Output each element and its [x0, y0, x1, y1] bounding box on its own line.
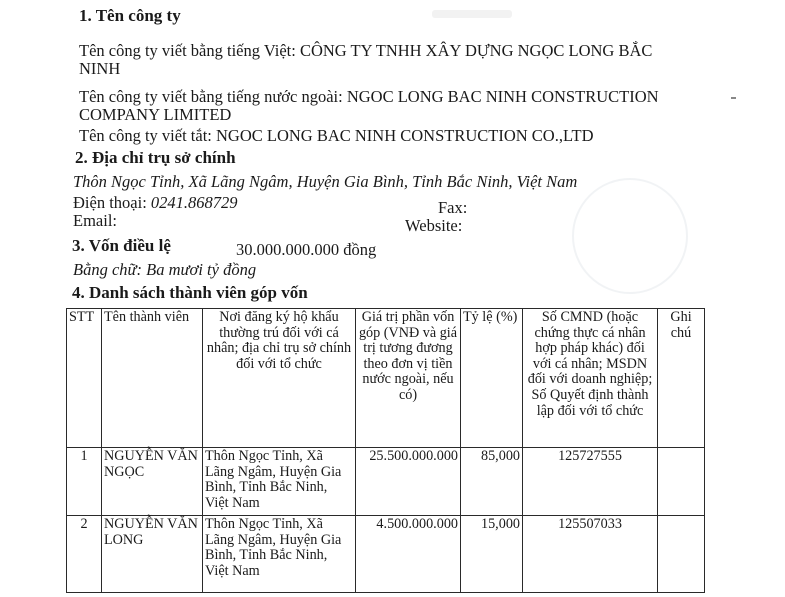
- cell-ratio: 15,000: [461, 516, 523, 593]
- fax-label: Fax:: [438, 198, 468, 217]
- email-label: Email:: [73, 211, 117, 230]
- section-2-heading: 2. Địa chỉ trụ sở chính: [75, 148, 236, 167]
- cell-member-name: NGUYỄN VĂN NGỌC: [102, 448, 203, 516]
- faint-header-mark: [432, 10, 512, 18]
- phone-label: Điện thoại:: [73, 193, 147, 212]
- col-header-member-name: Tên thành viên: [102, 309, 203, 448]
- cell-id-number: 125727555: [523, 448, 658, 516]
- company-name-foreign-line2: COMPANY LIMITED: [79, 105, 232, 124]
- stray-mark: [731, 97, 736, 99]
- company-short-name: Tên công ty viết tắt: NGOC LONG BAC NINH CONSTRUCTION CO.,LTD: [79, 126, 594, 145]
- cell-stt: 1: [67, 448, 102, 516]
- col-header-ratio: Tỷ lệ (%): [461, 309, 523, 448]
- company-name-foreign-line1: Tên công ty viết bằng tiếng nước ngoài: NGOC LONG BAC NINH CONSTRUCTION: [79, 87, 659, 106]
- col-header-id-number: Số CMND (hoặc chứng thực cá nhân hợp pháp khác) đối với cá nhân; MSDN đối với doanh nghiệp; Số Quyết định thành lập đối với tổ chức: [523, 309, 658, 448]
- cell-address: Thôn Ngọc Tỉnh, Xã Lãng Ngâm, Huyện Gia Bình, Tỉnh Bắc Ninh, Việt Nam: [203, 516, 356, 593]
- cell-capital: 25.500.000.000: [356, 448, 461, 516]
- cell-id-number: 125507033: [523, 516, 658, 593]
- col-header-capital-value: Giá trị phần vốn góp (VNĐ và giá trị tương đương theo đơn vị tiền nước ngoài, nếu có): [356, 309, 461, 448]
- cell-ratio: 85,000: [461, 448, 523, 516]
- cell-member-name: NGUYỄN VĂN LONG: [102, 516, 203, 593]
- charter-capital-amount: 30.000.000.000 đồng: [236, 240, 377, 259]
- table-row: [67, 516, 705, 593]
- section-4-heading: 4. Danh sách thành viên góp vốn: [72, 283, 308, 302]
- head-office-address: Thôn Ngọc Tỉnh, Xã Lãng Ngâm, Huyện Gia Bình, Tỉnh Bắc Ninh, Việt Nam: [73, 172, 578, 191]
- phone-row: [73, 193, 238, 212]
- members-table: [66, 308, 705, 593]
- table-header-row: [67, 309, 705, 448]
- section-3-heading: 3. Vốn điều lệ: [72, 236, 171, 255]
- section-1-heading: 1. Tên công ty: [79, 6, 181, 25]
- cell-address: Thôn Ngọc Tỉnh, Xã Lãng Ngâm, Huyện Gia Bình, Tỉnh Bắc Ninh, Việt Nam: [203, 448, 356, 516]
- phone-value: 0241.868729: [150, 193, 238, 212]
- col-header-stt: STT: [67, 309, 102, 448]
- faded-stamp: [572, 178, 688, 294]
- col-header-note: Ghi chú: [658, 309, 705, 448]
- cell-note: [658, 516, 705, 593]
- cell-note: [658, 448, 705, 516]
- company-name-vietnamese-line1: Tên công ty viết bằng tiếng Việt: CÔNG TY TNHH XÂY DỰNG NGỌC LONG BẮC: [79, 41, 653, 60]
- cell-stt: 2: [67, 516, 102, 593]
- company-name-vietnamese-line2: NINH: [79, 59, 121, 78]
- charter-capital-in-words: Bằng chữ: Ba mươi tỷ đồng: [73, 260, 257, 279]
- cell-capital: 4.500.000.000: [356, 516, 461, 593]
- website-label: Website:: [405, 216, 463, 235]
- table-row: [67, 448, 705, 516]
- col-header-address: Nơi đăng ký hộ khẩu thường trú đối với cá nhân; địa chỉ trụ sở chính đối với tổ chức: [203, 309, 356, 448]
